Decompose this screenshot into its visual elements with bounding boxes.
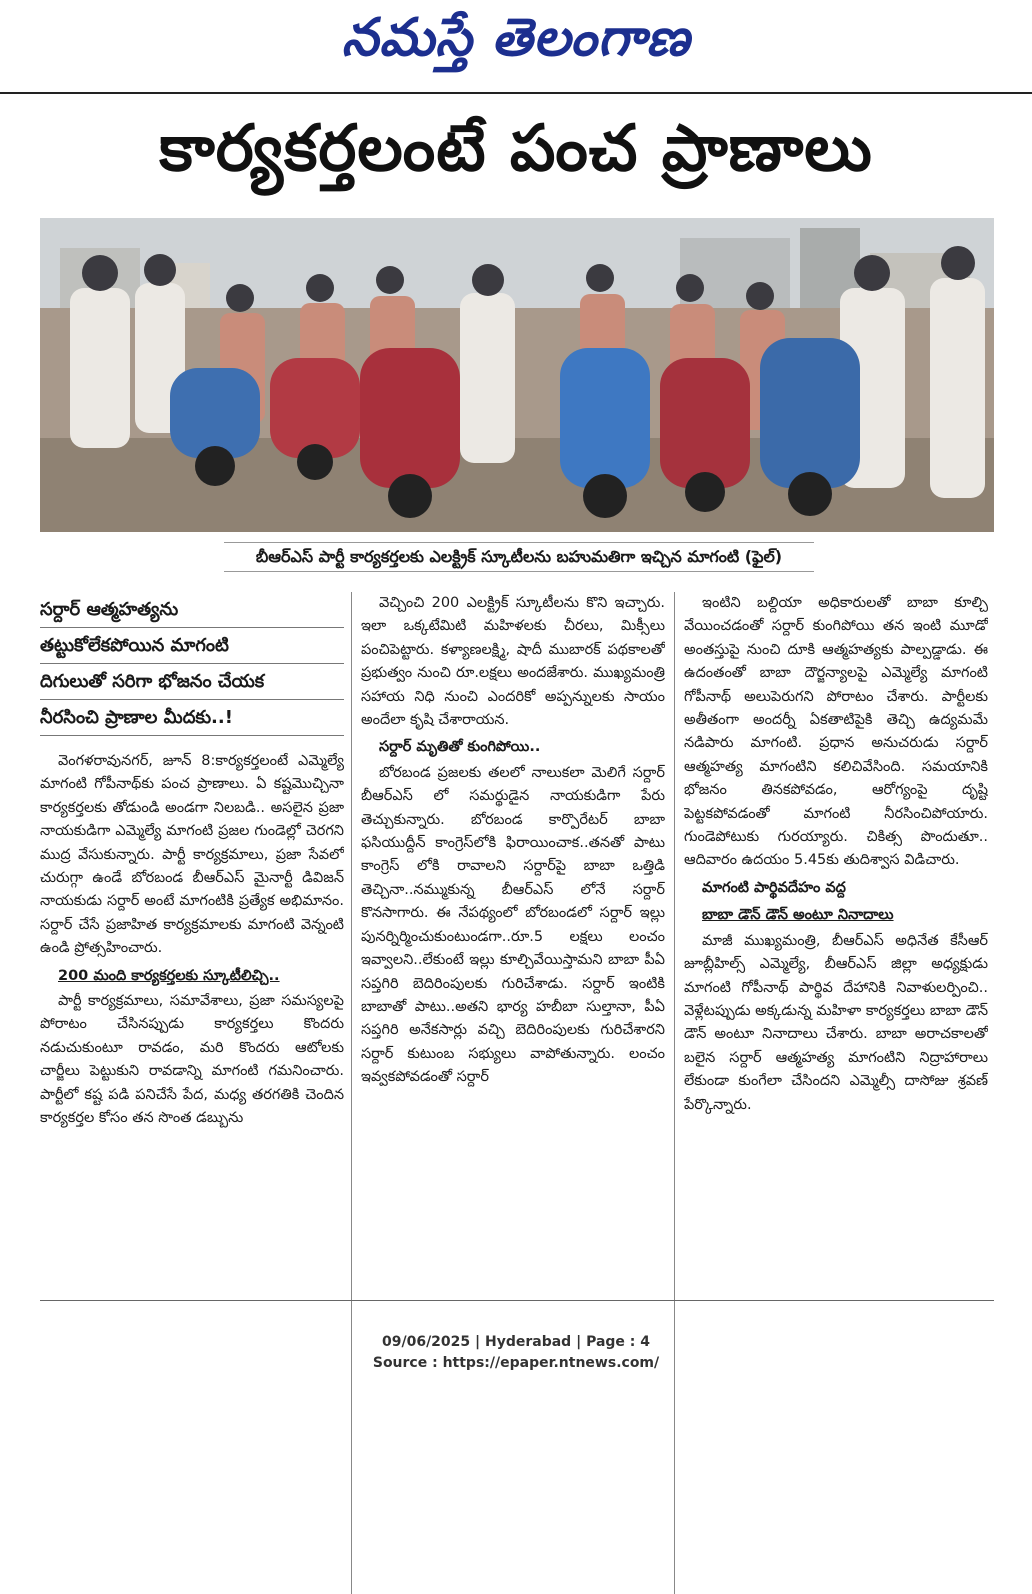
newspaper-masthead: నమస్తే తెలంగాణ	[341, 8, 691, 68]
subheading: 200 మంది కార్యకర్తలకు స్కూటీలిచ్చి..	[58, 967, 280, 984]
paragraph: బోరబండ ప్రజలకు తలలో నాలుకలా మెలిగే సర్దార్ బీఆర్ఎస్ లో సమర్థుడైన నాయకుడిగా పేరు తెచ్చుకున్నారు. బోరబండ కార్పొరేటర్ బాబా ఫసియుద్దీన్ కాంగ్రెస్‌లోకి ఫిరాయించాక..తనతో పాటు కాంగ్రెస్ లోకి రావాలని సర్దార్‌పై బాబా ఒత్తిడి తెచ్చినా..నమ్ముకున్న బీఆర్ఎస్ లోనే సర్దార్ కొనసాగారు. ఈ నేపథ్యంలో బోరబండలో సర్దార్ ఇల్లు పునర్నిర్మించుకుంటుండగా..రూ.5 లక్షలు లంచం ఇవ్వాలని..లేకుంటే ఇల్లు కూల్చివేయిస్తామని బాబా పీఏ సప్తగిరి బెదిరింపులకు గురిచేశాడు. సర్దార్ ఇంటికి బాబాతో పాటు..అతని భార్య హబీబా సుల్తానా, పీఏ సప్తగిరి అనేకసార్లు వచ్చి బెదిరింపులకు గురిచేశారని సర్దార్ కుటుంబ సభ్యులు వాపోతున్నారు. లంచం ఇవ్వకపోవడంతో సర్దార్	[361, 764, 665, 1086]
group-photo-scooters-icon	[40, 218, 994, 532]
edition-info: 09/06/2025 | Hyderabad | Page : 4	[381, 1334, 651, 1350]
subheading: సర్దార్ మృతితో కుంగిపోయి..	[379, 739, 541, 756]
footer-rule	[40, 1300, 994, 1301]
column-divider	[351, 592, 352, 1594]
masthead-rule	[0, 92, 1032, 94]
paragraph: ఇంటిని బల్దియా అధికారులతో బాబా కూల్చి వేయించడంతో సర్దార్ కుంగిపోయి తన ఇంటి మూడో అంతస్తుపై నుంచి దూకి ఆత్మహత్యకు పాల్పడ్డాడు. ఈ ఉదంతంతో బాబా దౌర్జన్యాలపై ఎమ్మెల్యే మాగంటి గోపీనాథ్ అలుపెరుగని పోరాటం చేశారు. పార్టీలకు అతీతంగా అందర్నీ ఏకతాటిపైకి తెచ్చి ఉద్యమమే నడిపారు మాగంటి. ప్రధాన అనుచరుడు సర్దార్ ఆత్మహత్య మాగంటిని కలిచివేసింది. సమయానికి భోజనం తినకపోవడం, ఆరోగ్యంపై దృష్టి పెట్టకపోవడంతో మాగంటి నీరసించిపోయారు. గుండెపోటుకు గురయ్యారు. చికిత్స పొందుతూ.. ఆదివారం ఉదయం 5.45కు తుదిశ్వాస విడిచారు.	[684, 595, 988, 869]
pull-quote	[40, 592, 344, 736]
pull-quote-line: నీరసించి ప్రాణాల మీదకు..!	[40, 700, 344, 736]
paragraph: మాజీ ముఖ్యమంత్రి, బీఆర్ఎస్ అధినేత కేసీఆర్ జూబ్లీహిల్స్ ఎమ్మెల్యే, బీఆర్ఎస్ జిల్లా అధ్యక్షుడు మాగంటి గోపీనాథ్ పార్థివ దేహానికి నివాళులర్పించి.. వెళ్లేటప్పుడు అక్కడున్న మహిళా కార్యకర్తలు బాబా డౌన్ డౌన్ అంటూ నినాదాలు చేశారు. బాబా అరాచకాలతో బలైన సర్దార్ ఆత్మహత్య మాగంటిని నిద్రాహారాలు లేకుండా కుంగేలా చేసిందని ఎమ్మెల్సీ దాసోజు శ్రవణ్ పేర్కొన్నారు.	[684, 932, 988, 1113]
source-link[interactable]: Source : https://epaper.ntnews.com/	[372, 1355, 660, 1371]
column-divider	[674, 592, 675, 1594]
article-column-3	[684, 592, 988, 1117]
subheading: మాగంటి పార్థివదేహం వద్ద	[702, 879, 846, 896]
article-column-2	[361, 592, 665, 1594]
paragraph: పార్టీ కార్యక్రమాలు, సమావేశాలు, ప్రజా సమస్యలపై పోరాటం చేసినప్పుడు కార్యకర్తలు కొందరు నడుచుకుంటూ రావడం, మరి కొందరు ఆటోలకు చార్జీలు పెట్టుకుని రావడాన్ని మాగంటి గమనించారు. పార్టీలో కష్ట పడి పనిచేసే పేద, మధ్య తరగతికి చెందిన కార్యకర్తల కోసం తన సొంత డబ్బును	[40, 993, 344, 1127]
paragraph: వెచ్చించి 200 ఎలక్ట్రిక్ స్కూటీలను కొని ఇచ్చారు. ఇలా ఒక్కటేమిటి మహిళలకు చీరలు, మిక్సీలు పంచిపెట్టారు. కళ్యాణలక్ష్మి, షాదీ ముబారక్ పథకాలతో ప్రభుత్వం నుంచి రూ.లక్షలు అందజేశారు. ముఖ్యమంత్రి సహాయ నిధి నుంచి ఎందరికో అప్పన్నులకు సాయం అందేలా కృషి చేశారాయన.	[361, 595, 665, 729]
article-headline: కార్యకర్తలంటే పంచ ప్రాణాలు	[159, 112, 873, 186]
pull-quote-line: తట్టుకోలేకపోయిన మాగంటి	[40, 628, 344, 664]
paragraph: వెంగళరావునగర్, జూన్ 8:కార్యకర్తలంటే ఎమ్మెల్యే మాగంటి గోపీనాథ్‌కు పంచ ప్రాణాలు. ఏ కష్టమొచ్చినా కార్యకర్తలకు తోడుండి అండగా నిలబడి.. అసలైన ప్రజా నాయకుడిగా ఎమ్మెల్యే మాగంటి ప్రజల గుండెల్లో చెరగని ముద్ర వేసుకున్నారు. పార్టీ కార్యక్రమాలు, ప్రజా సేవలో చురుగ్గా ఉండే బోరబండ బీఆర్ఎస్ మైనార్టీ డివిజన్ నాయకుడు సర్దార్ అంటే మాగంటికి ప్రత్యేక అభిమానం. సర్దార్ చేసే ప్రజాహిత కార్యక్రమాలకు మాగంటి వెన్నంటి ఉండి ప్రోత్సహించారు.	[40, 753, 344, 957]
subheading: బాబా డౌన్ డౌన్ అంటూ నినాదాలు	[702, 907, 894, 924]
pull-quote-line: సర్దార్ ఆత్మహత్యను	[40, 592, 344, 628]
pull-quote-line: దిగులుతో సరిగా భోజనం చేయక	[40, 664, 344, 700]
photo-caption: బీఆర్ఎస్ పార్టీ కార్యకర్తలకు ఎలక్ట్రిక్ స్కూటీలను బహుమతిగా ఇచ్చిన మాగంటి (ఫైల్)	[224, 542, 814, 572]
article-column-1	[40, 592, 344, 1131]
